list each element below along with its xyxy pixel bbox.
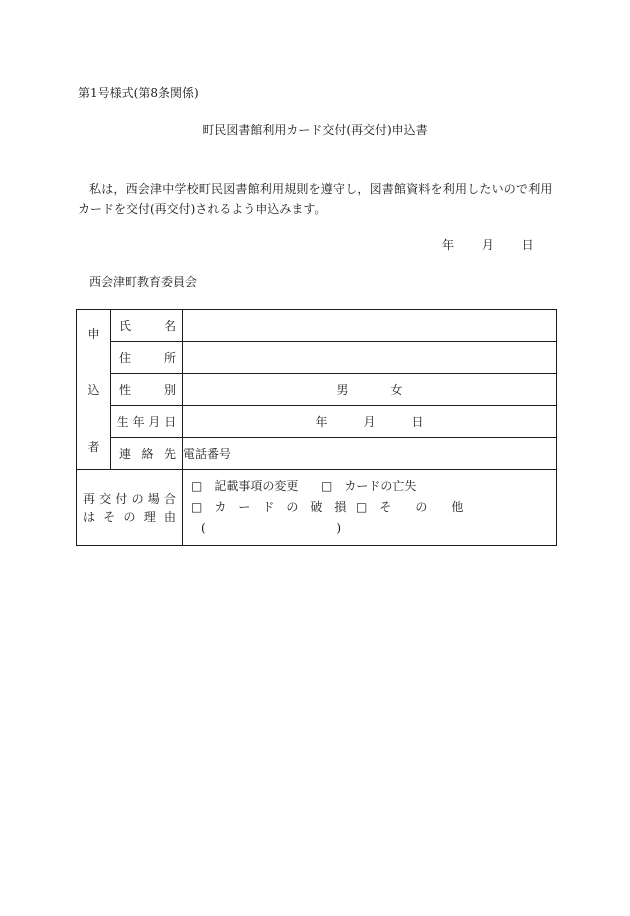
label-address: 住 所: [111, 342, 183, 374]
label-birthdate: 生 年 月 日: [111, 406, 183, 438]
date-year: 年: [442, 238, 455, 252]
row-name: [77, 310, 557, 342]
row-contact: [77, 438, 557, 470]
label-name: 氏 名: [111, 310, 183, 342]
reason-other-checkbox[interactable]: □ そ の 他: [356, 500, 464, 514]
application-table: [76, 309, 557, 546]
applicant-side-label: 申 込 者: [77, 310, 111, 470]
gender-male-option[interactable]: 男: [336, 383, 349, 397]
label-reissue-reason: 再 交 付 の 場 合 は そ の 理 由: [77, 470, 183, 546]
reason-card-lost-checkbox[interactable]: □ カードの亡失: [321, 479, 417, 493]
form-title: 町民図書館利用カード交付(再交付)申込書: [202, 123, 428, 137]
reason-card-damaged-checkbox[interactable]: □ カ ー ド の 破 損: [191, 500, 347, 514]
row-address: [77, 342, 557, 374]
label-contact: 連 絡 先: [111, 438, 183, 470]
row-gender: [77, 374, 557, 406]
reissue-reason-field: [183, 470, 557, 546]
application-date: [442, 236, 534, 253]
form-number: 第1号様式(第8条関係): [78, 86, 199, 100]
body-text-line-1: 私は，西会津中学校町民図書館利用規則を遵守し，図書館資料を利用したいので利用: [89, 182, 553, 196]
row-reissue-reason: [77, 470, 557, 546]
birthdate-field[interactable]: 年 月 日: [183, 406, 557, 438]
body-text-line-2: カードを交付(再交付)されるよう申込みます。: [78, 202, 327, 216]
address-field[interactable]: [183, 342, 557, 374]
date-month: 月: [481, 238, 494, 252]
reason-change-of-details-checkbox[interactable]: □ 記載事項の変更: [191, 479, 299, 493]
gender-field[interactable]: [183, 374, 557, 406]
name-field[interactable]: [183, 310, 557, 342]
other-reason-field[interactable]: ( ): [201, 521, 341, 535]
phone-number-label: 電話番号: [183, 447, 232, 461]
label-gender: 性 別: [111, 374, 183, 406]
date-day: 日: [521, 238, 534, 252]
row-birthdate: [77, 406, 557, 438]
contact-field[interactable]: [183, 438, 557, 470]
addressee: 西会津町教育委員会: [89, 275, 198, 289]
gender-female-option[interactable]: 女: [390, 383, 403, 397]
